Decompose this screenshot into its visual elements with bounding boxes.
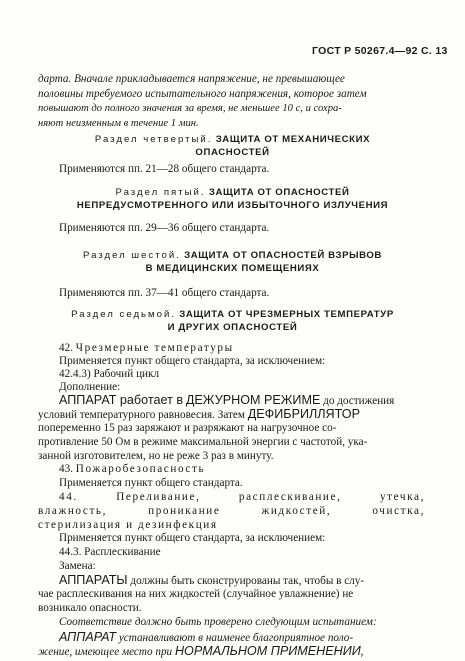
- section-5-heading: [0, 186, 465, 200]
- clause-44-text-3: возникало опасности.: [38, 602, 142, 614]
- compliance-line-1: Соответствие должно быть проверено следующим испытанием:: [59, 616, 377, 628]
- page-header: ГОСТ Р 50267.4—92 С. 13: [312, 45, 448, 57]
- clause-43-title: [59, 462, 205, 476]
- clause-44-text-2: чае расплескивания на них жидкостей (случайное увлажнение) не: [38, 588, 354, 600]
- clause-44-word-5: влажность,: [38, 505, 108, 517]
- compliance-line-3-start: жение, имеющее место при: [38, 646, 173, 658]
- intro-line-2: половины требуемого испытательного напряжения, которое затем: [38, 88, 367, 100]
- section-6-prefix: Раздел шестой.: [83, 250, 181, 261]
- clause-42-text-1: [59, 393, 394, 408]
- section-5-prefix: Раздел пятый.: [115, 187, 206, 198]
- term-normal-use: НОРМАЛЬНОМ ПРИМЕНЕНИИ,: [174, 644, 365, 658]
- section-6-body: Применяются пп. 37—41 общего стандарта.: [59, 287, 270, 299]
- section-7-heading: [0, 308, 465, 322]
- section-7-prefix: Раздел седьмой.: [71, 309, 177, 320]
- clause-44-word-1: 44.: [59, 491, 78, 503]
- clause-42-text-4: противление 50 Ом в режиме максимальной энергии с частотой, ука-: [38, 436, 368, 448]
- section-7-title-1: ЗАЩИТА ОТ ЧРЕЗМЕРНЫХ ТЕМПЕРАТУР: [179, 309, 394, 320]
- clause-43-name: Пожаробезопасность: [75, 463, 206, 475]
- term-defibrillator: ДЕФИБРИЛЛЯТОР: [247, 407, 360, 421]
- clause-44-title-2: [38, 504, 425, 518]
- intro-line-1: дарта. Вначале прикладывается напряжение, не превышающее: [38, 73, 345, 85]
- term-apparatuses: АППАРАТЫ: [59, 573, 128, 587]
- clause-44-sub: 44.3. Расплескивание: [59, 546, 161, 558]
- section-7-title-2: И ДРУГИХ ОПАСНОСТЕЙ: [167, 322, 298, 333]
- section-4-prefix: Раздел четвертый.: [94, 134, 213, 145]
- clause-43-number: 43.: [59, 463, 73, 475]
- clause-44-title-3: стерилизация и дезинфекция: [38, 519, 218, 531]
- clause-44-word-4: утечка,: [379, 491, 425, 503]
- clause-44-word-3: расплескивание,: [238, 491, 342, 503]
- clause-42-addition: Дополнение:: [59, 381, 121, 393]
- section-5-title-2: НЕПРЕДУСМОТРЕННОГО ИЛИ ИЗБЫТОЧНОГО ИЗЛУЧЕНИЯ: [76, 200, 389, 211]
- clause-44-applies: Применяется пункт общего стандарта, за исключением:: [59, 532, 326, 544]
- term-apparatus: АППАРАТ работает в: [59, 393, 184, 407]
- section-6-heading: [0, 249, 465, 263]
- clause-44-word-8: очистка,: [372, 505, 425, 517]
- clause-44-text-1-end: должны быть сконструированы так, чтобы в слу-: [130, 575, 365, 587]
- clause-42-text-2: [38, 407, 360, 422]
- section-5-title-1: ЗАЩИТА ОТ ОПАСНОСТЕЙ: [208, 187, 350, 198]
- clause-42-number: 42.: [59, 342, 73, 354]
- clause-42-text-1-end: до достижения: [323, 395, 395, 407]
- clause-44-word-6: проникание: [148, 505, 221, 517]
- clause-42-name: Чрезмерные температуры: [75, 342, 234, 354]
- clause-42-text-5: занной изготовителем, но не реже 3 раз в минуту.: [38, 450, 274, 462]
- compliance-line-2-end: устанавливают в наименее благоприятное поло-: [118, 632, 354, 644]
- compliance-line-2: [59, 630, 353, 645]
- section-4-heading: [0, 133, 465, 147]
- section-6-title-2: В МЕДИЦИНСКИХ ПОМЕЩЕНИЯХ: [145, 263, 320, 274]
- clause-42-text-2-start: условий температурного равновесия. Затем: [38, 409, 245, 421]
- clause-42-applies: Применяется пункт общего стандарта, за исключением:: [59, 355, 326, 367]
- clause-42-title: [59, 341, 234, 355]
- section-4-body: Применяются пп. 21—28 общего стандарта.: [59, 163, 270, 175]
- clause-44-title-1: [59, 490, 425, 504]
- clause-44-replace: Замена:: [59, 560, 96, 572]
- term-standby-mode: ДЕЖУРНОМ РЕЖИМЕ: [185, 393, 321, 407]
- section-5-body: Применяются пп. 29—36 общего стандарта.: [59, 222, 270, 234]
- clause-44-text-1: [59, 573, 364, 588]
- section-6-title-1: ЗАЩИТА ОТ ОПАСНОСТЕЙ ВЗРЫВОВ: [184, 250, 382, 261]
- section-4-title-2: ОПАСНОСТЕЙ: [195, 147, 270, 158]
- clause-42-sub: 42.4.3) Рабочий цикл: [59, 368, 160, 380]
- section-4-title-1: ЗАЩИТА ОТ МЕХАНИЧЕСКИХ: [215, 134, 371, 145]
- term-apparatus-2: АППАРАТ: [59, 630, 117, 644]
- clause-44-word-7: жидкостей,: [261, 505, 332, 517]
- clause-42-text-3: попеременно 15 раз заряжают и разряжают на нагрузочное со-: [38, 422, 337, 434]
- compliance-line-3: [38, 644, 364, 659]
- clause-44-word-2: Переливание,: [116, 491, 201, 503]
- clause-43-applies: Применяется пункт общего стандарта.: [59, 477, 243, 489]
- intro-line-3: повышают до полного значения за время, не меньшее 10 с, и сохра-: [38, 103, 342, 114]
- intro-line-4: няют неизменным в течение 1 мин.: [38, 118, 199, 129]
